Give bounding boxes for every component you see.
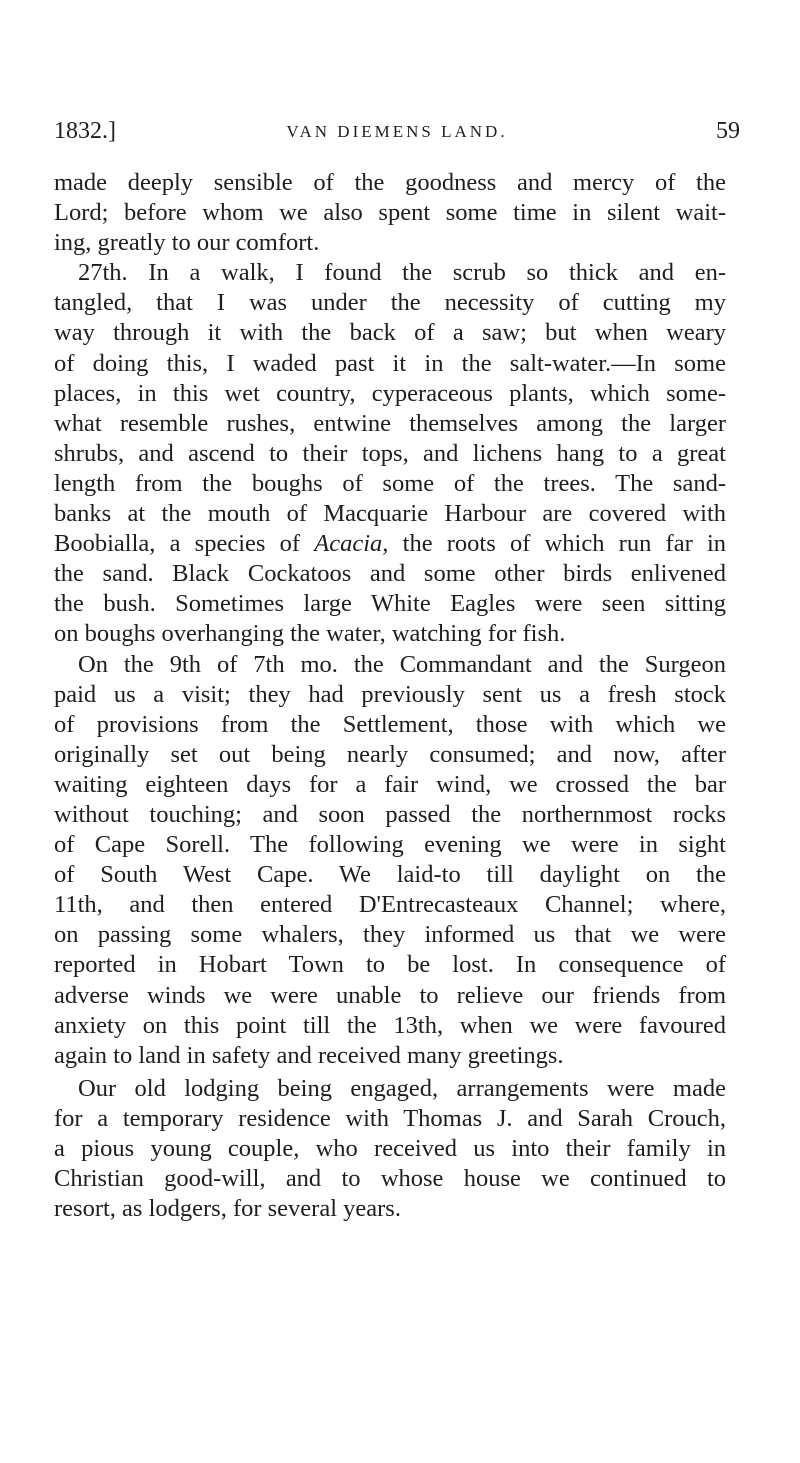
text-line: length from the boughs of some of the trees. The sand- <box>54 469 726 497</box>
text-line: paid us a visit; they had previously sent us a fresh stock <box>54 680 726 708</box>
text-line: on passing some whalers, they informed us that we were <box>54 921 726 949</box>
text-line: anxiety on this point till the 13th, when we were favoured <box>54 1011 726 1039</box>
text-line: for a temporary residence with Thomas J. and Sarah Crouch, <box>54 1104 726 1132</box>
text-line: resort, as lodgers, for several years. <box>54 1195 401 1223</box>
text-line: again to land in safety and received many greetings. <box>54 1041 564 1069</box>
text-segment: Boobialla, a species of <box>54 530 315 558</box>
text-line: 11th, and then entered D'Entrecasteaux Channel; where, <box>54 891 726 919</box>
text-line: what resemble rushes, entwine themselves among the larger <box>54 409 726 437</box>
text-line: Lord; before whom we also spent some time in silent wait- <box>54 199 726 227</box>
text-line: the bush. Sometimes large White Eagles were seen sitting <box>54 590 726 618</box>
body-text <box>54 168 726 1224</box>
text-line: shrubs, and ascend to their tops, and lichens hang to a great <box>54 439 726 467</box>
running-head-year: 1832.] <box>54 118 116 144</box>
text-line: Christian good-will, and to whose house we continued to <box>54 1165 726 1193</box>
text-line: on boughs overhanging the water, watching for fish. <box>54 620 566 648</box>
running-head-title: VAN DIEMENS LAND. <box>286 122 508 141</box>
text-line: the sand. Black Cockatoos and some other birds enlivened <box>54 560 726 588</box>
text-line: of South West Cape. We laid-to till daylight on the <box>54 861 726 889</box>
text-segment: the roots of which run far in <box>388 530 727 558</box>
text-line <box>54 529 726 559</box>
text-line: of provisions from the Settlement, those with which we <box>54 710 726 738</box>
text-line: tangled, that I was under the necessity of cutting my <box>54 289 726 317</box>
text-line: a pious young couple, who received us into their family in <box>54 1135 726 1162</box>
text-line: On the 9th of 7th mo. the Commandant and the Surgeon <box>78 650 726 678</box>
text-line: ing, greatly to our comfort. <box>54 229 320 257</box>
text-line: waiting eighteen days for a fair wind, we crossed the bar <box>54 770 726 798</box>
text-line: reported in Hobart Town to be lost. In consequence of <box>54 951 726 979</box>
text-line: places, in this wet country, cyperaceous plants, which some- <box>54 379 726 407</box>
page-number: 59 <box>716 118 740 144</box>
italic-species-name: Acacia, <box>314 530 389 558</box>
text-line: banks at the mouth of Macquarie Harbour are covered with <box>54 500 726 528</box>
text-line: 27th. In a walk, I found the scrub so thick and en- <box>78 259 726 287</box>
text-line: originally set out being nearly consumed; and now, after <box>54 740 726 768</box>
text-line: Our old lodging being engaged, arrangements were made <box>78 1074 726 1102</box>
text-line: of doing this, I waded past it in the salt-water.—In some <box>54 349 726 377</box>
text-line: adverse winds we were unable to relieve our friends from <box>54 981 726 1009</box>
text-line: way through it with the back of a saw; but when weary <box>54 319 726 347</box>
text-line: made deeply sensible of the goodness and mercy of the <box>54 169 726 196</box>
text-line: of Cape Sorell. The following evening we were in sight <box>54 831 726 859</box>
running-head <box>54 118 740 148</box>
text-line: without touching; and soon passed the northernmost rocks <box>54 800 726 828</box>
